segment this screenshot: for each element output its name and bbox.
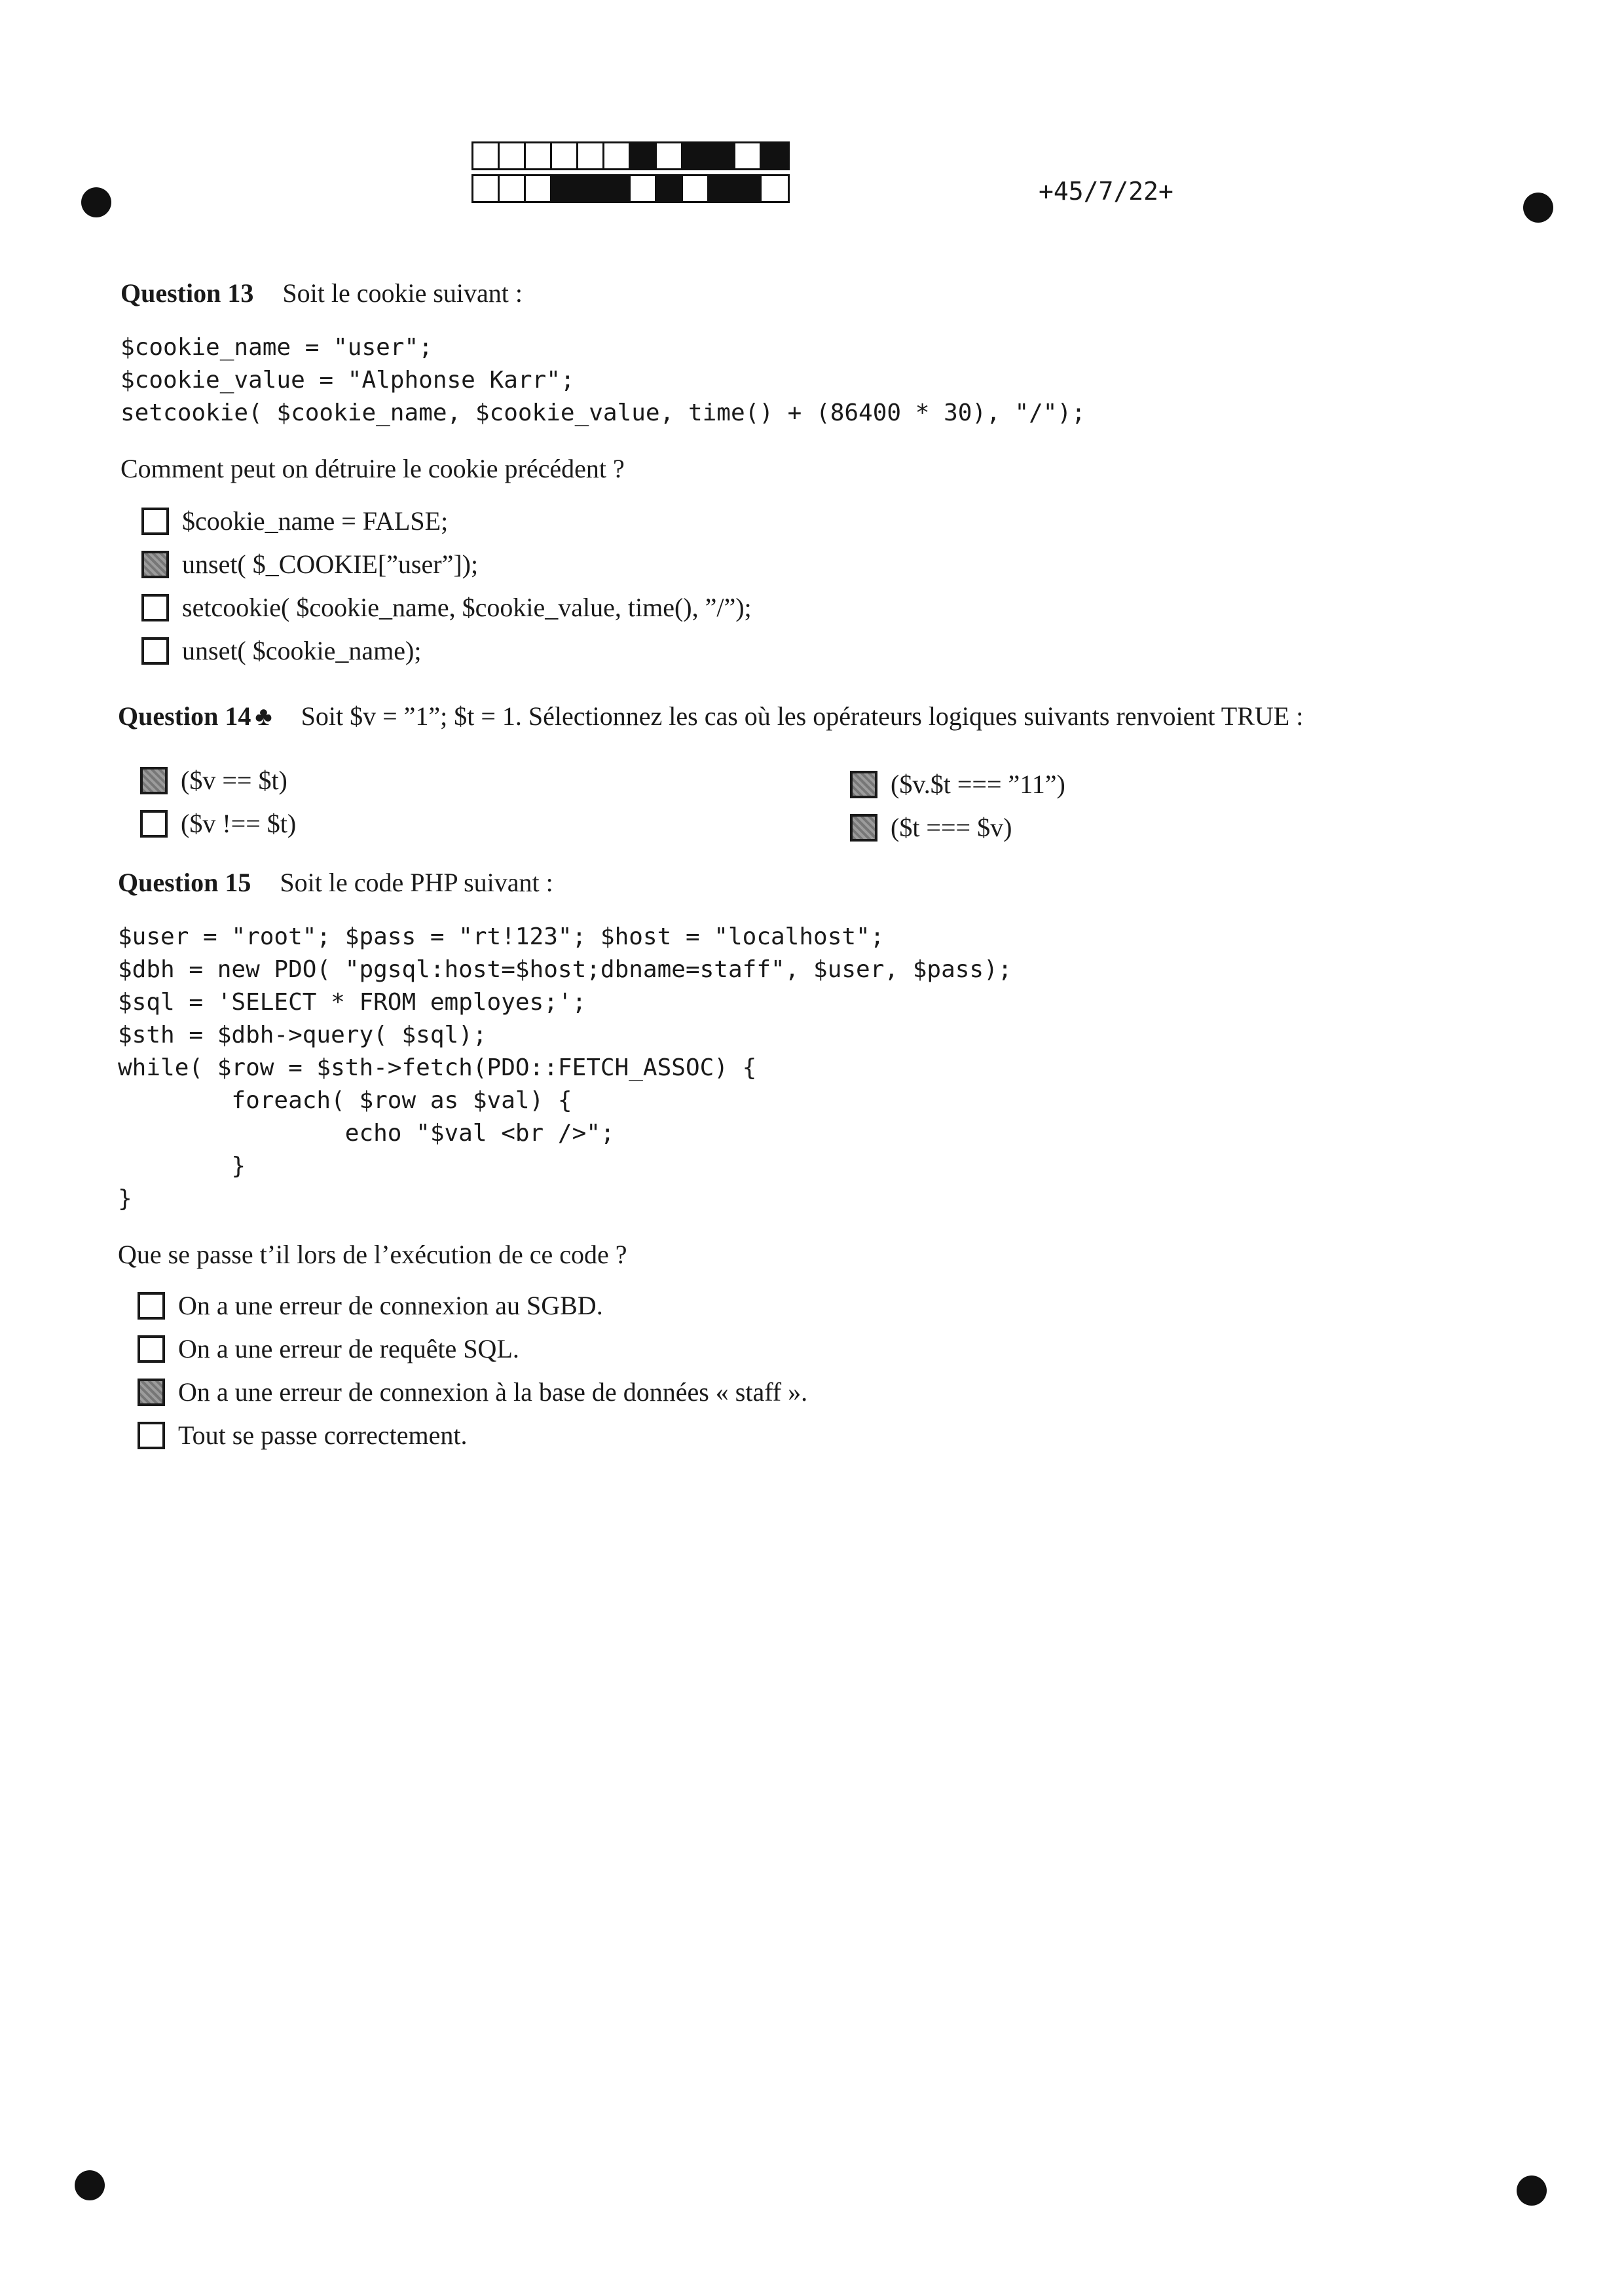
- checkbox[interactable]: [140, 810, 168, 838]
- checkbox-checked[interactable]: [141, 551, 169, 578]
- question-15-prompt: Que se passe t’il lors de l’exécution de ce code ?: [118, 1240, 627, 1269]
- checkbox-checked[interactable]: [140, 767, 168, 794]
- page-id: +45/7/22+: [1039, 177, 1173, 206]
- q15-option-1[interactable]: [138, 1290, 603, 1321]
- q15-option-2[interactable]: [138, 1333, 519, 1364]
- q15-option-4-label: Tout se passe correctement.: [178, 1420, 468, 1450]
- q15-option-3-label: On a une erreur de connexion à la base de données « staff ».: [178, 1377, 808, 1407]
- registration-mark-top-left: [81, 187, 111, 217]
- question-15-code: $user = "root"; $pass = "rt!123"; $host = "localhost"; $dbh = new PDO( "pgsql:host=$host;dbname=staff", $user, $pass); $sql = 'SELECT * FROM employes;'; $sth = $dbh->query( $sql); while( $row = $sth->fetch(PDO::FETCH_ASSOC) { foreach( $row as $val) { echo "$val <br />"; } }: [118, 923, 1012, 1212]
- q14-option-2-label: ($v !== $t): [181, 809, 297, 838]
- q13-option-4[interactable]: [141, 635, 421, 666]
- q14-option-3-label: ($v.$t === ”11”): [891, 769, 1065, 799]
- question-14-text: Soit $v = ”1”; $t = 1. Sélectionnez les cas où les opérateurs logiques suivants renvoient TRUE :: [301, 701, 1304, 731]
- page-barcode-row-1: [471, 141, 790, 170]
- question-13-prompt: Comment peut on détruire le cookie précédent ?: [120, 454, 625, 483]
- question-13-text: Soit le cookie suivant :: [282, 278, 523, 308]
- q15-option-4[interactable]: [138, 1420, 467, 1451]
- checkbox-checked[interactable]: [850, 814, 877, 842]
- checkbox[interactable]: [141, 637, 169, 665]
- q14-option-1[interactable]: [140, 765, 287, 796]
- checkbox[interactable]: [138, 1335, 165, 1363]
- page-barcode-row-2: [471, 174, 790, 203]
- registration-mark-bottom-right: [1517, 2176, 1547, 2206]
- question-15-text: Soit le code PHP suivant :: [280, 868, 553, 897]
- q14-option-4-label: ($t === $v): [891, 813, 1012, 842]
- q14-option-3[interactable]: [850, 769, 1065, 800]
- checkbox[interactable]: [141, 508, 169, 535]
- q15-option-1-label: On a une erreur de connexion au SGBD.: [178, 1291, 603, 1320]
- registration-mark-bottom-left: [75, 2170, 105, 2200]
- checkbox-checked[interactable]: [850, 771, 877, 798]
- q13-option-3[interactable]: [141, 592, 752, 623]
- question-14-label: Question 14: [118, 701, 251, 731]
- checkbox[interactable]: [141, 594, 169, 621]
- question-15-header: [118, 867, 553, 898]
- checkbox[interactable]: [138, 1292, 165, 1320]
- q15-option-2-label: On a une erreur de requête SQL.: [178, 1334, 519, 1363]
- q13-option-1-label: $cookie_name = FALSE;: [182, 506, 449, 536]
- question-13-label: Question 13: [120, 278, 254, 308]
- q13-option-4-label: unset( $cookie_name);: [182, 636, 422, 665]
- registration-mark-top-right: [1523, 193, 1553, 223]
- question-15-label: Question 15: [118, 868, 251, 897]
- club-icon: ♣: [255, 701, 272, 731]
- checkbox-checked[interactable]: [138, 1379, 165, 1406]
- q13-option-2[interactable]: [141, 549, 478, 580]
- q14-option-1-label: ($v == $t): [181, 766, 287, 795]
- q14-option-2[interactable]: [140, 808, 296, 839]
- q14-option-4[interactable]: [850, 812, 1012, 843]
- q13-option-3-label: setcookie( $cookie_name, $cookie_value, time(), ”/”);: [182, 593, 752, 622]
- q15-option-3[interactable]: [138, 1377, 807, 1407]
- question-13-code: $cookie_name = "user"; $cookie_value = "Alphonse Karr"; setcookie( $cookie_name, $cookie_value, time() + (86400 * 30), "/");: [120, 334, 1086, 426]
- question-14-header: [118, 701, 1303, 731]
- checkbox[interactable]: [138, 1422, 165, 1449]
- question-13-header: [120, 278, 523, 308]
- q13-option-2-label: unset( $_COOKIE[”user”]);: [182, 549, 479, 579]
- q13-option-1[interactable]: [141, 506, 448, 536]
